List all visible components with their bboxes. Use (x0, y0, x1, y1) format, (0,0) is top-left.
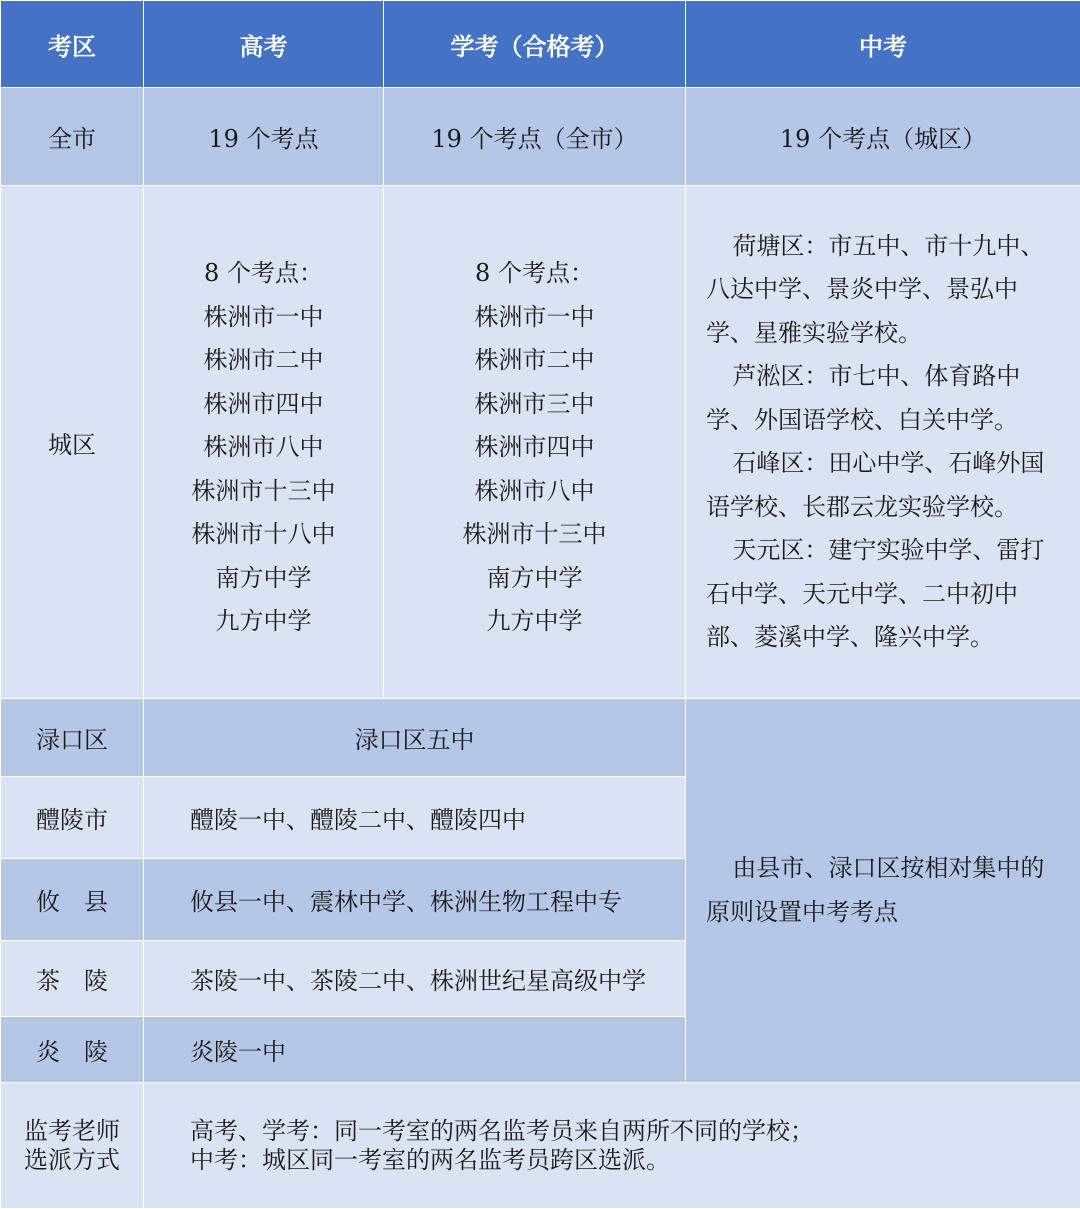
teachers-method (144, 1083, 1080, 1209)
list-item: 株洲市十八中 (144, 513, 383, 557)
list-item: 株洲市八中 (384, 470, 685, 514)
quanshi-gaokao: 19 个考点 (144, 88, 384, 186)
list-item: 8 个考点： (144, 252, 383, 296)
county-label: 攸 县 (1, 859, 144, 941)
header-xuekao: 学考（合格考） (384, 1, 686, 88)
list-item: 株洲市十三中 (384, 513, 685, 557)
list-item: 九方中学 (144, 600, 383, 644)
list-item: 株洲市十三中 (144, 470, 383, 514)
county-label: 茶 陵 (1, 941, 144, 1017)
quanshi-zhongkao: 19 个考点（城区） (686, 88, 1080, 186)
county-zhongkao-text: 由县市、渌口区按相对集中的原则设置中考考点 (706, 847, 1062, 934)
header-zhongkao: 中考 (686, 1, 1080, 88)
teachers-label (1, 1083, 144, 1209)
list-item: 株洲市二中 (384, 339, 685, 383)
list-item: 株洲市一中 (144, 296, 383, 340)
list-item: 南方中学 (384, 557, 685, 601)
chengqu-xuekao-list (384, 186, 686, 699)
header-row (1, 1, 1080, 88)
chengqu-zhongkao-districts (686, 186, 1080, 699)
county-schools: 攸县一中、震林中学、株洲生物工程中专 (144, 859, 686, 941)
county-schools: 茶陵一中、茶陵二中、株洲世纪星高级中学 (144, 941, 686, 1017)
quanshi-xuekao: 19 个考点（全市） (384, 88, 686, 186)
list-item: 株洲市一中 (384, 296, 685, 340)
county-schools: 渌口区五中 (144, 699, 686, 777)
list-item: 株洲市三中 (384, 383, 685, 427)
list-item: 株洲市四中 (144, 383, 383, 427)
chengqu-gaokao-list (144, 186, 384, 699)
county-zhongkao-note (686, 699, 1080, 1083)
row-chengqu (1, 186, 1080, 699)
county-schools: 炎陵一中 (144, 1017, 686, 1083)
district-shifeng: 石峰区：田心中学、石峰外国语学校、长郡云龙实验学校。 (706, 442, 1062, 529)
quanshi-label: 全市 (1, 88, 144, 186)
row-teachers (1, 1083, 1080, 1209)
district-hetang: 荷塘区：市五中、市十九中、八达中学、景炎中学、景弘中学、星雅实验学校。 (706, 225, 1062, 356)
row-quanshi (1, 88, 1080, 186)
header-region: 考区 (1, 1, 144, 88)
list-item: 株洲市四中 (384, 426, 685, 470)
district-lusong: 芦淞区：市七中、体育路中学、外国语学校、白关中学。 (706, 355, 1062, 442)
teachers-line1: 高考、学考：同一考室的两名监考员来自两所不同的学校； (190, 1117, 1080, 1146)
teachers-label-line1: 监考老师 (1, 1117, 143, 1146)
teachers-label-line2: 选派方式 (1, 1146, 143, 1175)
chengqu-label: 城区 (1, 186, 144, 699)
county-label: 炎 陵 (1, 1017, 144, 1083)
teachers-line2: 中考：城区同一考室的两名监考员跨区选派。 (190, 1146, 1080, 1175)
header-gaokao: 高考 (144, 1, 384, 88)
list-item: 株洲市八中 (144, 426, 383, 470)
list-item: 九方中学 (384, 600, 685, 644)
row-lukou (1, 699, 1080, 777)
list-item: 株洲市二中 (144, 339, 383, 383)
list-item: 南方中学 (144, 557, 383, 601)
district-tianyuan: 天元区：建宁实验中学、雷打石中学、天元中学、二中初中部、菱溪中学、隆兴中学。 (706, 529, 1062, 660)
county-label: 渌口区 (1, 699, 144, 777)
list-item: 8 个考点： (384, 252, 685, 296)
county-schools: 醴陵一中、醴陵二中、醴陵四中 (144, 777, 686, 859)
county-label: 醴陵市 (1, 777, 144, 859)
